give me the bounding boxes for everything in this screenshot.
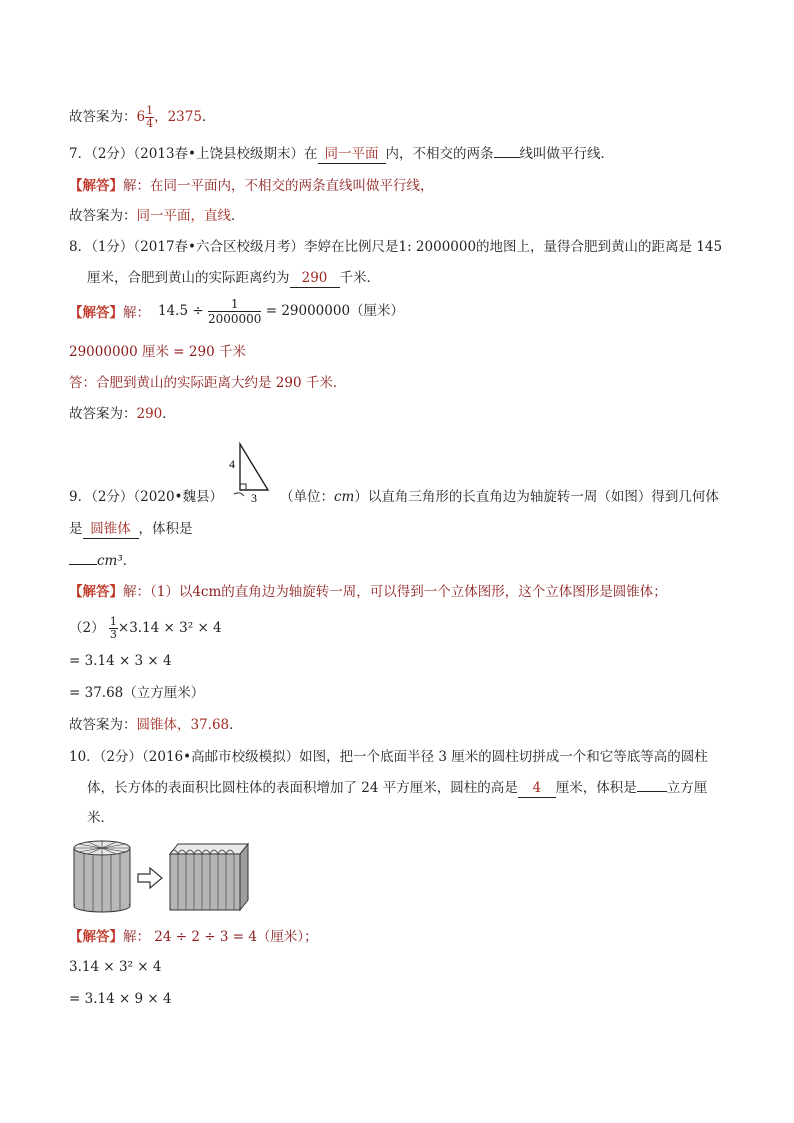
q9-blank-2 xyxy=(69,564,97,565)
q10-solution: 【解答】解： 24 ÷ 2 ÷ 3 = 4（厘米）； xyxy=(69,929,318,945)
q10-question-line-1: 10．（2分）（2016•高邮市校级模拟）如图，把一个底面半径 3 厘米的圆柱切拼成一个和它等底等高的圆柱 xyxy=(69,749,708,765)
q8-question-line-1: 8．（1分）（2017春•六合区校级月考）李婷在比例尺是1: 2000000的地图上，量得合肥到黄山的距离是 145 xyxy=(69,239,723,255)
q9-fraction: $\frac{1}{3}$ xyxy=(109,615,117,641)
q6-whole: 6 xyxy=(136,109,146,125)
rotation-arrow-icon xyxy=(234,493,244,496)
q8-answer-line: 故答案为：290． xyxy=(69,406,176,422)
cylinder-to-cuboid-figure xyxy=(70,836,260,916)
q10-blank-2 xyxy=(637,791,667,792)
q7-answer-line: 故答案为：同一平面，直线． xyxy=(69,208,245,224)
cylinder-shape xyxy=(74,841,130,912)
q9-blank-1: 圆锥体 xyxy=(83,520,139,539)
triangle-shape xyxy=(240,444,268,490)
cuboid-shape xyxy=(170,844,248,910)
arrow-right-icon xyxy=(138,868,162,888)
q7-blank-1: 同一平面 xyxy=(318,145,386,164)
q9-step-1: （2） $\frac{1}{3}$ ×3.14 × 3² × 4 xyxy=(69,615,222,641)
q10-question-line-3: 米． xyxy=(87,810,114,826)
q6-answer-line: 故答案为：6 $\frac{1}{4}$ ，2375． xyxy=(69,104,216,130)
q7-blank-2 xyxy=(494,157,520,158)
q8-calculation: 14.5 ÷ $\frac{1}{2000000}$ = 29000000（厘米） xyxy=(158,297,405,326)
q8-blank: 290 xyxy=(290,269,340,288)
right-angle-mark xyxy=(240,484,246,490)
q9-question-line-1-tail: （单位：cm）以直角三角形的长直角边为轴旋转一周（如图）得到几何体 xyxy=(280,489,719,505)
right-triangle-figure xyxy=(226,440,276,502)
q9-question-line-2: 是 圆锥体 ，体积是 xyxy=(69,521,193,537)
triangle-label-height: 4 xyxy=(229,457,235,471)
q10-calc-2: = 3.14 × 9 × 4 xyxy=(69,991,172,1007)
q8-fraction: $\frac{1}{2000000}$ xyxy=(207,297,262,326)
q7-question: 7．（2分）（2013春•上饶县校级期末）在 同一平面 内，不相交的两条 线叫做平行线． xyxy=(69,146,614,162)
q10-calc-1: 3.14 × 3² × 4 xyxy=(69,959,162,975)
q9-question-line-3: cm³． xyxy=(69,552,136,570)
q9-question-line-1: 9．（2分）（2020•魏县） xyxy=(69,489,223,505)
q8-answer-sentence: 答：合肥到黄山的实际距离大约是 290 千米． xyxy=(69,375,347,391)
q9-step-3: = 37.68（立方厘米） xyxy=(69,685,205,701)
q9-step-2: = 3.14 × 3 × 4 xyxy=(69,653,172,669)
q8-question-line-2: 厘米，合肥到黄山的实际距离约为 290 千米． xyxy=(87,270,380,286)
q8-conversion: 29000000 厘米 = 290 千米 xyxy=(69,344,246,360)
triangle-label-base: 3 xyxy=(251,491,257,502)
q10-blank-1: 4 xyxy=(518,779,556,798)
q10-question-line-2: 体，长方体的表面积比圆柱体的表面积增加了 24 平方厘米，圆柱的高是 4 厘米，体积是 立方厘 xyxy=(87,780,708,796)
q6-fraction: $\frac{1}{4}$ xyxy=(146,104,154,130)
q9-answer-line: 故答案为：圆锥体，37.68． xyxy=(69,717,243,733)
q7-solution: 【解答】解：在同一平面内，不相交的两条直线叫做平行线， xyxy=(69,178,434,194)
q8-solution: 【解答】解： xyxy=(69,305,150,321)
q9-solution: 【解答】解：（1）以4cm的直角边为轴旋转一周，可以得到一个立体图形，这个立体图形是圆锥体； xyxy=(69,584,667,600)
